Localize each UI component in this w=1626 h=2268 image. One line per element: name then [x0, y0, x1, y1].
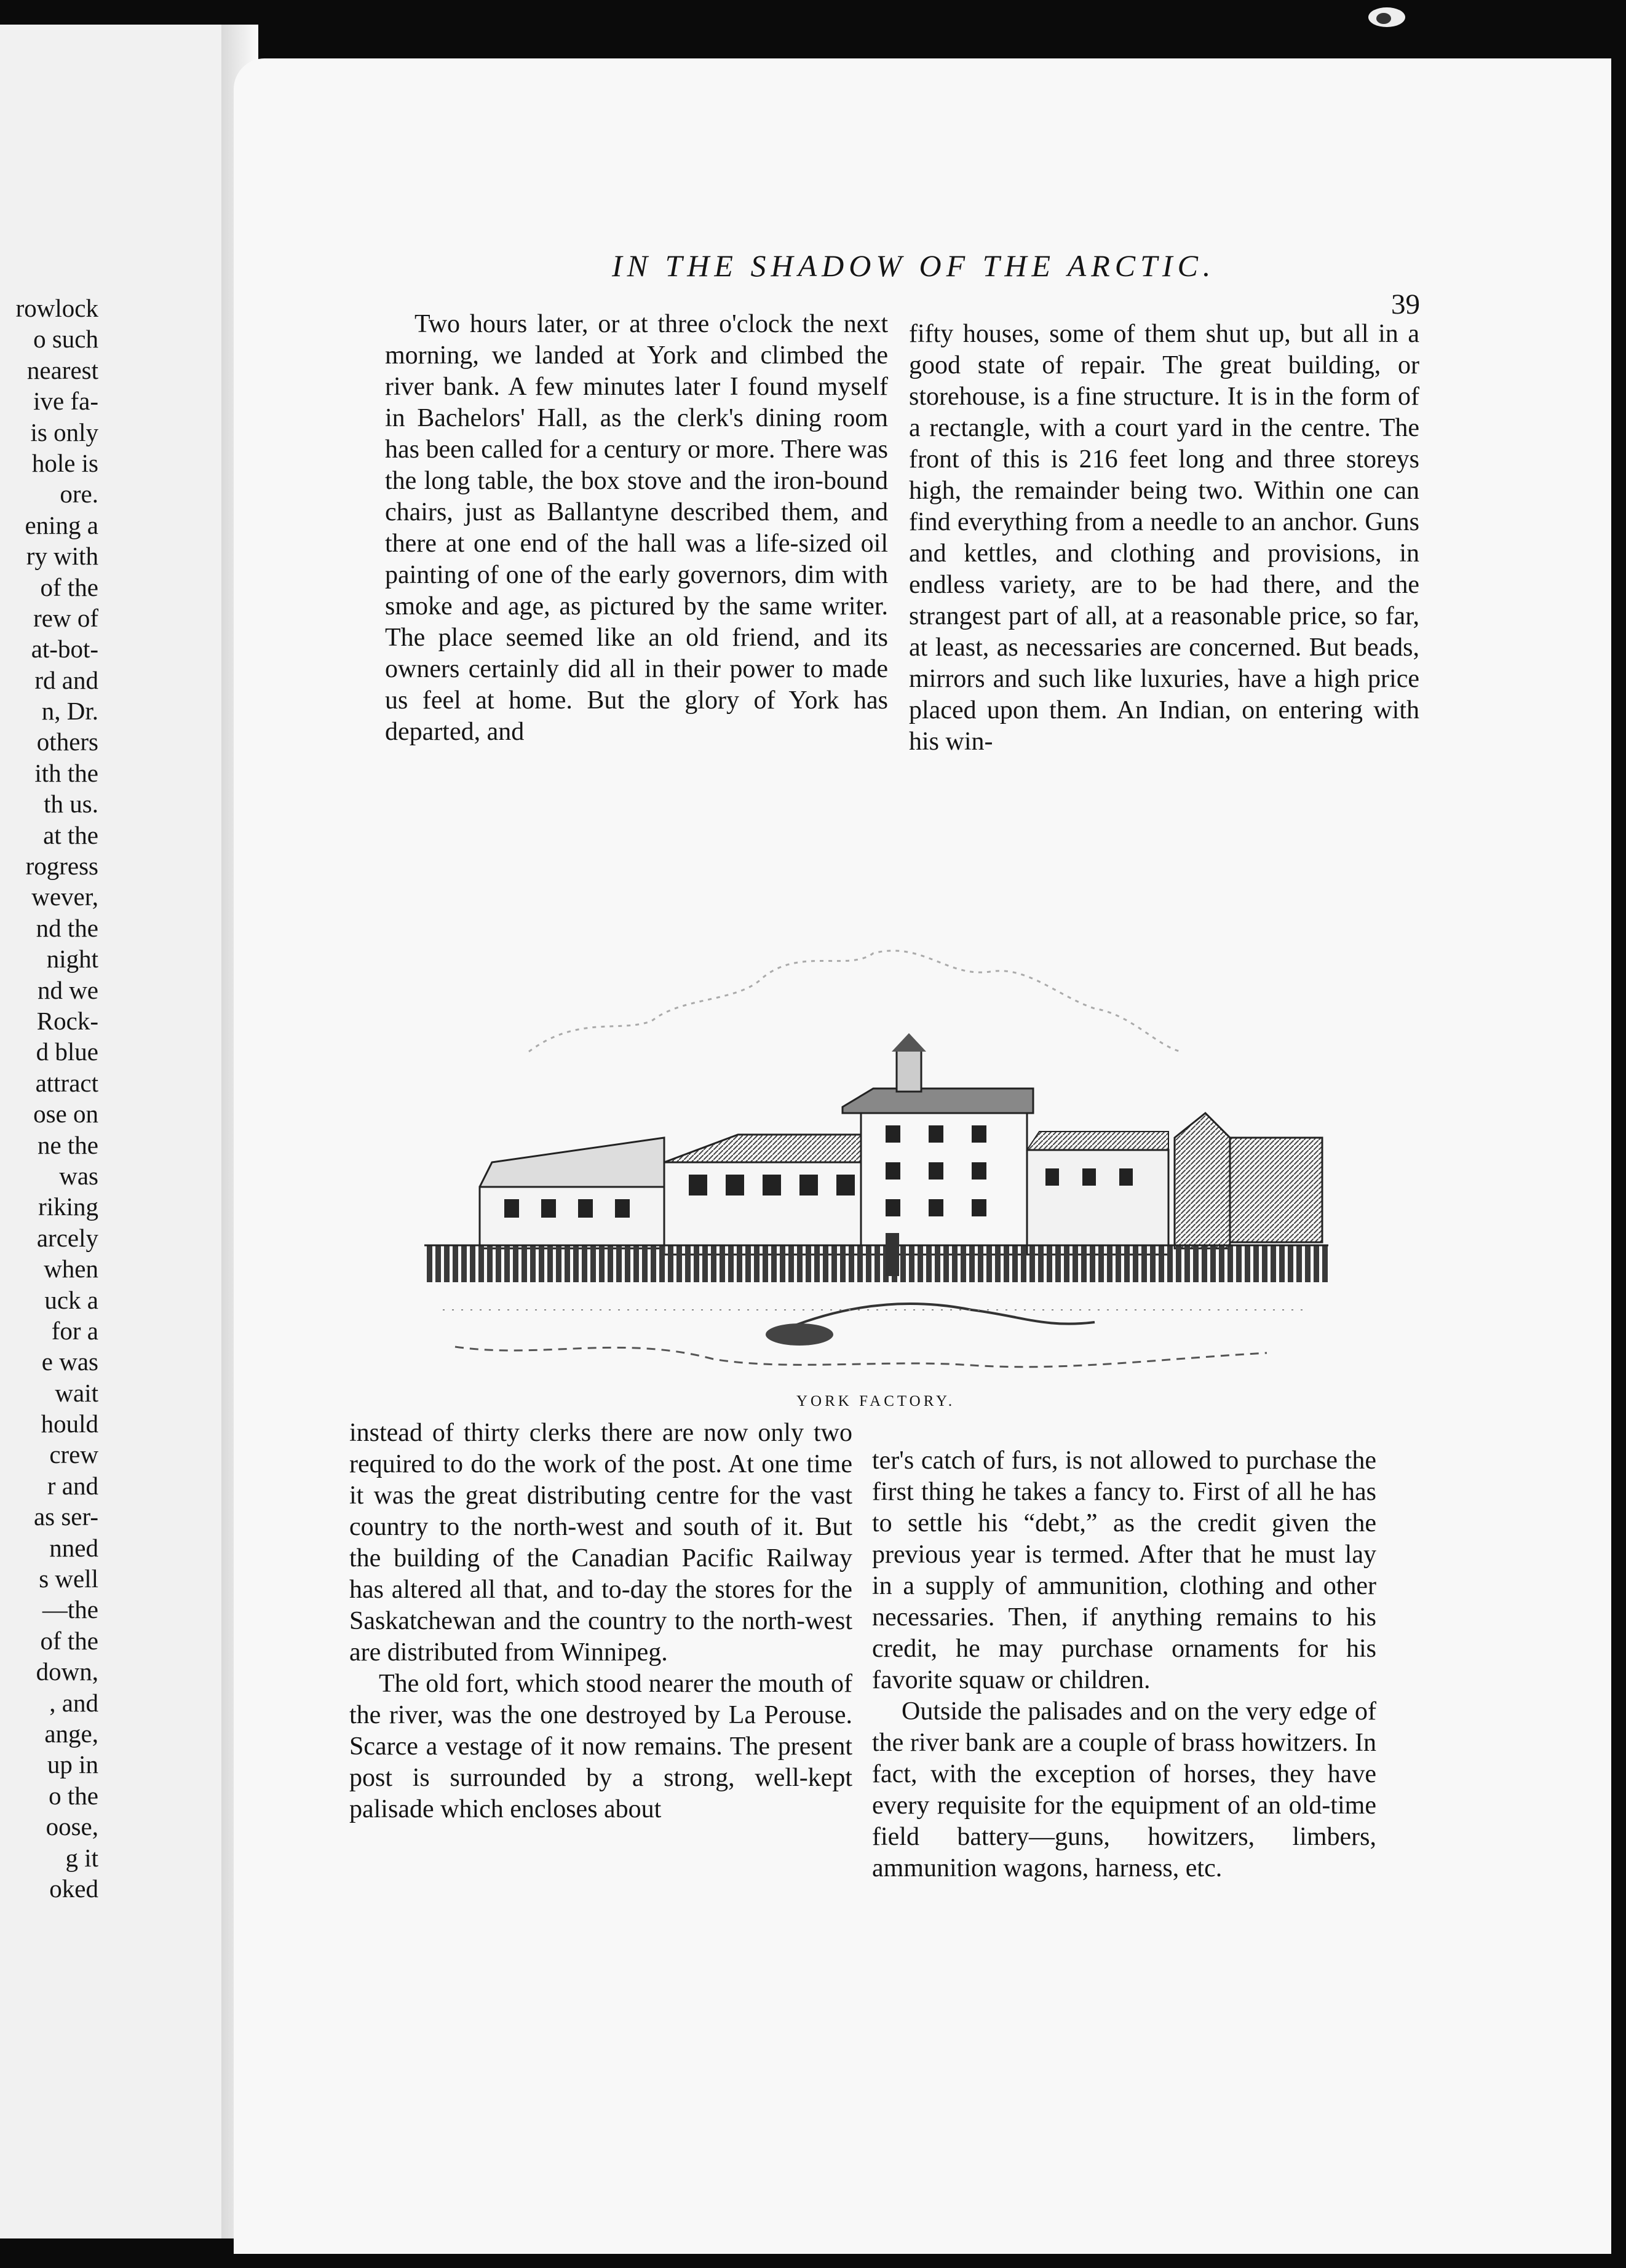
left-page-line: uck a [44, 1285, 98, 1314]
left-page-line: o the [49, 1781, 98, 1810]
york-factory-illustration [418, 904, 1335, 1390]
left-page-line: up in [47, 1750, 98, 1779]
left-page-line: th us. [44, 790, 98, 819]
column-bottom-left [349, 1418, 852, 1825]
left-page-text-fragments [0, 293, 98, 1904]
paragraph: ter's catch of furs, is not allowed to purchase the first thing he takes a fancy to. First of all he has to settle his “debt,” as the credit given the previous year is termed. After that he must lay in a supply of ammunition, clothing and other necessaries. Then, if anything remains to his credit, he may purchase ornaments for his favorite squaw or children. [872, 1446, 1376, 1694]
left-page-line: r and [47, 1471, 98, 1500]
left-page-line: ange, [44, 1719, 98, 1748]
left-page-line: ose on [33, 1100, 98, 1128]
left-page-line: d blue [36, 1037, 98, 1066]
left-page-line: rd and [34, 665, 98, 694]
left-page-line: rogress [25, 852, 98, 881]
left-page-line: nearest [26, 355, 98, 384]
left-page-line: hould [41, 1410, 98, 1438]
column-top-left [385, 309, 888, 748]
left-page-line: ne the [37, 1130, 98, 1159]
left-page-line: wever, [31, 882, 98, 911]
column-top-right [909, 319, 1419, 758]
running-header: IN THE SHADOW OF THE ARCTIC. [612, 248, 1216, 283]
left-page-line: when [44, 1255, 98, 1283]
left-page-line: at-bot- [31, 635, 98, 664]
left-page-line: ive fa- [33, 387, 98, 416]
ink-blot [1359, 0, 1414, 37]
left-page-line: Rock- [36, 1006, 98, 1035]
left-page-line: arcely [36, 1223, 98, 1252]
left-page-line: e was [41, 1347, 98, 1376]
left-page-line: for a [51, 1316, 98, 1345]
left-page-line: as ser- [33, 1502, 98, 1531]
paragraph: fifty houses, some of them shut up, but all in a good state of repair. The great building, or storehouse, is a fine structure. It is in the form of a rectangle, with a court yard in the centre. The front of this is 216 feet long and three storeys high, the remainder being two. Within one can find everything from a needle to an anchor. Guns and kettles, and clothing and provisions, in endless variety, are to be had there, and the strangest part of all, at a reasonable price, so far, at least, as necessaries are concerned. But beads, mirrors and such like luxuries, have a high price placed upon them. An Indian, on entering with his win- [909, 320, 1419, 756]
left-page-line: nd the [36, 913, 98, 942]
left-page-line: riking [38, 1192, 98, 1221]
left-page-line: oose, [46, 1812, 98, 1841]
left-page-line: attract [35, 1068, 98, 1097]
left-page-line: crew [49, 1440, 98, 1469]
paragraph: The old fort, which stood nearer the mouth of the river, was the one destroyed by La Perouse. Scarce a vestage of it now remains. The present post is surrounded by a strong, well-kept palisade which encloses about [349, 1670, 852, 1823]
left-page-line: ening a [25, 510, 98, 539]
paragraph: Outside the palisades and on the very edge of the river bank are a couple of brass howitzers. In fact, with the exception of horses, they have every requisite for the equipment of an old-time field battery—guns, howitzers, limbers, ammunition wagons, harness, etc. [872, 1697, 1376, 1882]
illustration-caption: YORK FACTORY. [796, 1393, 956, 1410]
left-page-line: , and [49, 1688, 98, 1717]
left-page-line: nd we [37, 975, 98, 1004]
left-page-line: of the [40, 1626, 98, 1655]
left-page-line: nned [49, 1533, 98, 1562]
left-page-line: was [59, 1161, 98, 1190]
left-page-line: wait [55, 1378, 98, 1407]
page-number: 39 [1391, 288, 1420, 320]
left-page-line: of the [40, 573, 98, 601]
left-page-line: —the [42, 1595, 98, 1624]
left-page-line: ore. [60, 480, 98, 509]
left-page-line: others [36, 728, 98, 756]
left-page-line: ry with [26, 542, 98, 571]
left-page-line: o such [33, 325, 98, 354]
paragraph: Two hours later, or at three o'clock the next morning, we landed at York and climbed the river bank. A few minutes later I found myself in Bachelors' Hall, as the clerk's dining room has been called for a century or more. There was the long table, the box stove and the iron-bound chairs, just as Ballantyne described them, and there at one end of the hall was a life-sized oil painting of one of the early governors, dim with smoke and age, as pictured by the same writer. The place seemed like an old friend, and its owners certainly did all in their power to made us feel at home. But the glory of York has departed, and [385, 310, 888, 746]
column-bottom-right [872, 1445, 1376, 1884]
left-page-line: oked [49, 1874, 98, 1903]
left-page-line: ith the [34, 758, 98, 787]
left-page-line: g it [65, 1843, 98, 1872]
left-page-line: down, [36, 1657, 98, 1686]
left-page-line: rowlock [15, 294, 98, 322]
left-page-line: is only [30, 418, 98, 446]
left-page-line: rew of [33, 603, 98, 632]
left-page-line: s well [39, 1564, 98, 1593]
paragraph: instead of thirty clerks there are now only two required to do the work of the post. At one time it was the great distributing centre for the vast country to the north-west and south of it. But the building of the Canadian Pacific Railway has altered all that, and to-day the stores for the Saskatchewan and the country to the north-west are distributed from Winnipeg. [349, 1419, 852, 1667]
left-page-line: n, Dr. [41, 697, 98, 726]
left-page-line: at the [43, 820, 98, 849]
left-page-line: hole is [31, 448, 98, 477]
left-page-line: night [46, 945, 98, 973]
